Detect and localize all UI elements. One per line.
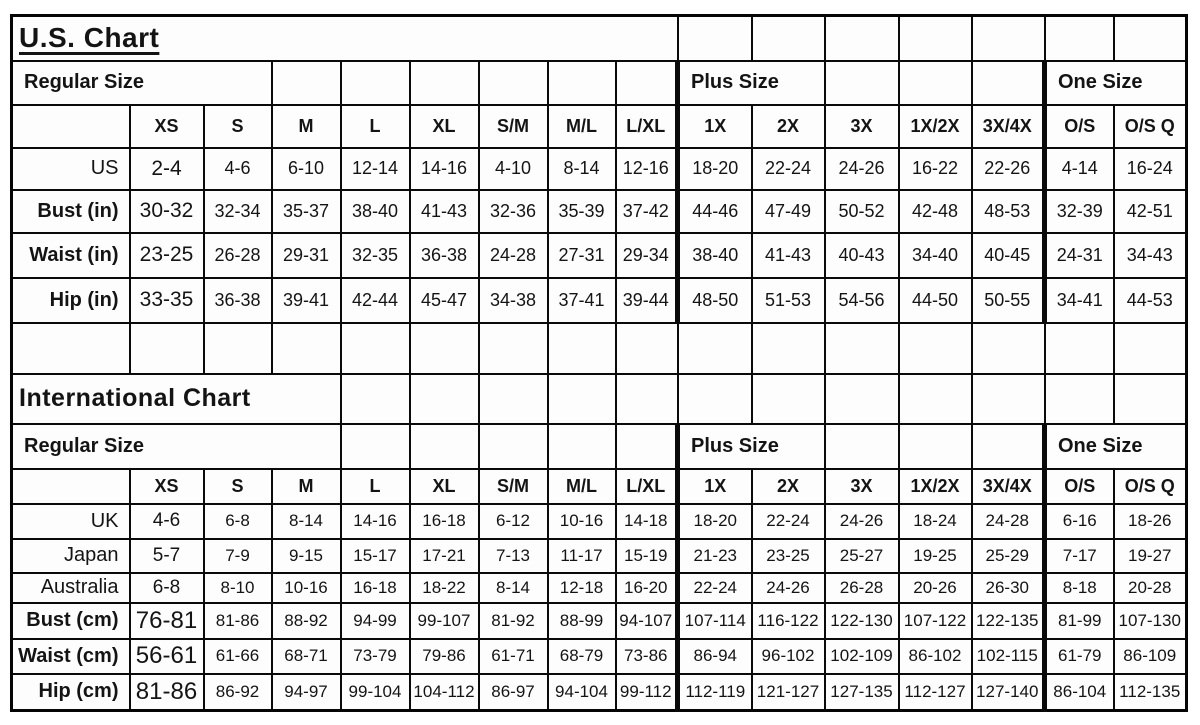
table-row xyxy=(12,374,1187,424)
cell-international-bust-cm-s: 81-86 xyxy=(204,603,272,639)
cell-us-bust-in-m: 35-37 xyxy=(272,190,341,233)
cell-us-us-3x: 24-26 xyxy=(825,148,899,190)
cell-us-waist-in-1x-2x: 34-40 xyxy=(899,233,972,278)
international-row-label-uk: UK xyxy=(12,504,130,539)
cell-us-waist-in-2x: 41-43 xyxy=(752,233,825,278)
cell-us-hip-in-1x: 48-50 xyxy=(678,278,752,323)
cell-us-bust-in-xs: 30-32 xyxy=(130,190,204,233)
table-row xyxy=(12,16,1187,61)
cell-international-australia-l-xl: 16-20 xyxy=(616,573,678,603)
cell-international-japan-2x: 23-25 xyxy=(752,539,825,573)
cell-us-waist-in-m-l: 27-31 xyxy=(548,233,616,278)
empty-cell xyxy=(616,61,678,105)
empty-cell xyxy=(341,424,410,469)
cell-international-australia-m-l: 12-18 xyxy=(548,573,616,603)
cell-international-japan-1x: 21-23 xyxy=(678,539,752,573)
empty-cell xyxy=(479,424,548,469)
table-row xyxy=(12,61,1187,105)
us-size-header-corner xyxy=(12,105,130,148)
empty-cell xyxy=(479,323,548,374)
cell-us-hip-in-m-l: 37-41 xyxy=(548,278,616,323)
cell-international-australia-xl: 18-22 xyxy=(410,573,479,603)
international-chart-title: International Chart xyxy=(12,374,341,424)
cell-international-japan-xs: 5-7 xyxy=(130,539,204,573)
us-size-header-s-m: S/M xyxy=(479,105,548,148)
cell-international-australia-l: 16-18 xyxy=(341,573,410,603)
empty-cell xyxy=(825,16,899,61)
cell-international-bust-cm-o-s: 81-99 xyxy=(1045,603,1114,639)
cell-international-australia-1x-2x: 20-26 xyxy=(899,573,972,603)
cell-international-uk-1x: 18-20 xyxy=(678,504,752,539)
empty-cell xyxy=(130,323,204,374)
cell-international-waist-cm-m-l: 68-79 xyxy=(548,639,616,674)
empty-cell xyxy=(616,424,678,469)
empty-cell xyxy=(616,374,678,424)
cell-us-us-xs: 2-4 xyxy=(130,148,204,190)
cell-us-waist-in-3x: 40-43 xyxy=(825,233,899,278)
empty-cell xyxy=(825,424,899,469)
cell-international-japan-3x-4x: 25-29 xyxy=(972,539,1045,573)
cell-international-australia-o-s: 8-18 xyxy=(1045,573,1114,603)
cell-international-uk-o-s: 6-16 xyxy=(1045,504,1114,539)
empty-cell xyxy=(341,374,410,424)
cell-international-bust-cm-1x: 107-114 xyxy=(678,603,752,639)
cell-us-us-xl: 14-16 xyxy=(410,148,479,190)
empty-cell xyxy=(1045,374,1114,424)
cell-international-hip-cm-o-s: 86-104 xyxy=(1045,674,1114,711)
cell-us-hip-in-1x-2x: 44-50 xyxy=(899,278,972,323)
empty-cell xyxy=(972,424,1045,469)
cell-us-us-m-l: 8-14 xyxy=(548,148,616,190)
empty-cell xyxy=(899,16,972,61)
cell-international-uk-l-xl: 14-18 xyxy=(616,504,678,539)
cell-international-australia-s-m: 8-14 xyxy=(479,573,548,603)
cell-international-waist-cm-s: 61-66 xyxy=(204,639,272,674)
cell-us-us-2x: 22-24 xyxy=(752,148,825,190)
empty-cell xyxy=(972,61,1045,105)
cell-international-waist-cm-o-s-q: 86-109 xyxy=(1114,639,1187,674)
cell-international-japan-o-s: 7-17 xyxy=(1045,539,1114,573)
empty-cell xyxy=(899,61,972,105)
cell-international-australia-3x: 26-28 xyxy=(825,573,899,603)
cell-us-bust-in-l-xl: 37-42 xyxy=(616,190,678,233)
us-one-size-header: One Size xyxy=(1045,61,1187,105)
cell-us-bust-in-1x-2x: 42-48 xyxy=(899,190,972,233)
empty-cell xyxy=(678,323,752,374)
international-size-header-3x: 3X xyxy=(825,469,899,504)
cell-international-bust-cm-l: 94-99 xyxy=(341,603,410,639)
empty-cell xyxy=(752,16,825,61)
international-row-label-australia: Australia xyxy=(12,573,130,603)
empty-cell xyxy=(341,61,410,105)
us-size-header-xl: XL xyxy=(410,105,479,148)
international-size-header-s: S xyxy=(204,469,272,504)
us-row-label-waist-in: Waist (in) xyxy=(12,233,130,278)
cell-international-australia-xs: 6-8 xyxy=(130,573,204,603)
cell-us-hip-in-s: 36-38 xyxy=(204,278,272,323)
cell-us-hip-in-o-s: 34-41 xyxy=(1045,278,1114,323)
cell-us-hip-in-2x: 51-53 xyxy=(752,278,825,323)
cell-international-japan-m: 9-15 xyxy=(272,539,341,573)
empty-cell xyxy=(204,323,272,374)
us-size-header-m-l: M/L xyxy=(548,105,616,148)
cell-international-japan-xl: 17-21 xyxy=(410,539,479,573)
cell-international-bust-cm-1x-2x: 107-122 xyxy=(899,603,972,639)
cell-international-japan-1x-2x: 19-25 xyxy=(899,539,972,573)
cell-us-hip-in-s-m: 34-38 xyxy=(479,278,548,323)
cell-international-waist-cm-1x-2x: 86-102 xyxy=(899,639,972,674)
cell-international-japan-s-m: 7-13 xyxy=(479,539,548,573)
cell-international-australia-1x: 22-24 xyxy=(678,573,752,603)
empty-cell xyxy=(479,374,548,424)
empty-cell xyxy=(548,61,616,105)
empty-cell xyxy=(1045,16,1114,61)
us-row-label-us: US xyxy=(12,148,130,190)
cell-international-japan-3x: 25-27 xyxy=(825,539,899,573)
cell-us-bust-in-2x: 47-49 xyxy=(752,190,825,233)
table-row xyxy=(12,105,1187,148)
cell-us-bust-in-o-s-q: 42-51 xyxy=(1114,190,1187,233)
international-size-header-corner xyxy=(12,469,130,504)
cell-us-waist-in-xl: 36-38 xyxy=(410,233,479,278)
us-plus-size-header: Plus Size xyxy=(678,61,825,105)
cell-international-bust-cm-l-xl: 94-107 xyxy=(616,603,678,639)
empty-cell xyxy=(972,323,1045,374)
cell-international-hip-cm-s-m: 86-97 xyxy=(479,674,548,711)
empty-cell xyxy=(272,323,341,374)
cell-international-waist-cm-1x: 86-94 xyxy=(678,639,752,674)
cell-international-waist-cm-3x: 102-109 xyxy=(825,639,899,674)
empty-cell xyxy=(1114,374,1187,424)
us-row-label-bust-in: Bust (in) xyxy=(12,190,130,233)
table-row xyxy=(12,233,1187,278)
cell-international-hip-cm-l-xl: 99-112 xyxy=(616,674,678,711)
international-row-label-waist-cm: Waist (cm) xyxy=(12,639,130,674)
cell-us-bust-in-xl: 41-43 xyxy=(410,190,479,233)
cell-international-australia-s: 8-10 xyxy=(204,573,272,603)
cell-international-japan-l: 15-17 xyxy=(341,539,410,573)
empty-cell xyxy=(1114,16,1187,61)
cell-international-hip-cm-s: 86-92 xyxy=(204,674,272,711)
us-size-header-3x: 3X xyxy=(825,105,899,148)
cell-international-uk-s: 6-8 xyxy=(204,504,272,539)
table-row xyxy=(12,639,1187,674)
cell-international-hip-cm-xs: 81-86 xyxy=(130,674,204,711)
cell-international-japan-s: 7-9 xyxy=(204,539,272,573)
cell-us-us-1x: 18-20 xyxy=(678,148,752,190)
table-row xyxy=(12,148,1187,190)
us-size-header-l-xl: L/XL xyxy=(616,105,678,148)
table-row xyxy=(12,278,1187,323)
cell-international-bust-cm-o-s-q: 107-130 xyxy=(1114,603,1187,639)
cell-international-uk-m: 8-14 xyxy=(272,504,341,539)
table-row xyxy=(12,603,1187,639)
empty-cell xyxy=(825,374,899,424)
empty-cell xyxy=(825,323,899,374)
empty-cell xyxy=(616,323,678,374)
empty-cell xyxy=(972,374,1045,424)
cell-us-hip-in-xl: 45-47 xyxy=(410,278,479,323)
cell-international-hip-cm-m: 94-97 xyxy=(272,674,341,711)
cell-us-waist-in-3x-4x: 40-45 xyxy=(972,233,1045,278)
cell-us-bust-in-s-m: 32-36 xyxy=(479,190,548,233)
international-size-header-l-xl: L/XL xyxy=(616,469,678,504)
empty-cell xyxy=(548,374,616,424)
cell-international-japan-o-s-q: 19-27 xyxy=(1114,539,1187,573)
size-chart-table xyxy=(10,14,1188,712)
table-row xyxy=(12,674,1187,711)
cell-international-bust-cm-xl: 99-107 xyxy=(410,603,479,639)
cell-us-us-l: 12-14 xyxy=(341,148,410,190)
international-size-header-xs: XS xyxy=(130,469,204,504)
international-regular-size-header: Regular Size xyxy=(12,424,341,469)
cell-us-waist-in-1x: 38-40 xyxy=(678,233,752,278)
cell-international-bust-cm-s-m: 81-92 xyxy=(479,603,548,639)
us-size-header-o-s-q: O/S Q xyxy=(1114,105,1187,148)
cell-international-waist-cm-l: 73-79 xyxy=(341,639,410,674)
cell-international-waist-cm-3x-4x: 102-115 xyxy=(972,639,1045,674)
cell-international-bust-cm-3x: 122-130 xyxy=(825,603,899,639)
empty-cell xyxy=(410,374,479,424)
cell-international-bust-cm-xs: 76-81 xyxy=(130,603,204,639)
cell-us-waist-in-l-xl: 29-34 xyxy=(616,233,678,278)
empty-cell xyxy=(410,424,479,469)
cell-international-bust-cm-m-l: 88-99 xyxy=(548,603,616,639)
cell-international-bust-cm-m: 88-92 xyxy=(272,603,341,639)
cell-international-uk-xl: 16-18 xyxy=(410,504,479,539)
empty-cell xyxy=(1045,323,1114,374)
cell-international-waist-cm-2x: 96-102 xyxy=(752,639,825,674)
international-size-header-m-l: M/L xyxy=(548,469,616,504)
cell-international-waist-cm-o-s: 61-79 xyxy=(1045,639,1114,674)
cell-international-uk-3x: 24-26 xyxy=(825,504,899,539)
international-row-label-bust-cm: Bust (cm) xyxy=(12,603,130,639)
empty-cell xyxy=(752,374,825,424)
cell-international-uk-l: 14-16 xyxy=(341,504,410,539)
table-row xyxy=(12,190,1187,233)
cell-us-waist-in-s-m: 24-28 xyxy=(479,233,548,278)
empty-cell xyxy=(548,323,616,374)
cell-us-bust-in-o-s: 32-39 xyxy=(1045,190,1114,233)
international-size-header-1x: 1X xyxy=(678,469,752,504)
empty-cell xyxy=(899,323,972,374)
cell-international-hip-cm-m-l: 94-104 xyxy=(548,674,616,711)
us-size-header-1x: 1X xyxy=(678,105,752,148)
cell-us-us-o-s-q: 16-24 xyxy=(1114,148,1187,190)
cell-international-hip-cm-xl: 104-112 xyxy=(410,674,479,711)
cell-international-hip-cm-3x-4x: 127-140 xyxy=(972,674,1045,711)
us-size-header-l: L xyxy=(341,105,410,148)
cell-international-bust-cm-2x: 116-122 xyxy=(752,603,825,639)
cell-international-uk-o-s-q: 18-26 xyxy=(1114,504,1187,539)
cell-international-uk-2x: 22-24 xyxy=(752,504,825,539)
empty-cell xyxy=(678,374,752,424)
table-row xyxy=(12,469,1187,504)
cell-international-hip-cm-1x-2x: 112-127 xyxy=(899,674,972,711)
u-s-chart-title: U.S. Chart xyxy=(12,16,678,61)
cell-us-waist-in-s: 26-28 xyxy=(204,233,272,278)
international-size-header-1x-2x: 1X/2X xyxy=(899,469,972,504)
us-size-header-1x-2x: 1X/2X xyxy=(899,105,972,148)
cell-international-uk-1x-2x: 18-24 xyxy=(899,504,972,539)
empty-cell xyxy=(1114,323,1187,374)
international-size-header-3x-4x: 3X/4X xyxy=(972,469,1045,504)
cell-international-uk-m-l: 10-16 xyxy=(548,504,616,539)
cell-us-waist-in-l: 32-35 xyxy=(341,233,410,278)
international-plus-size-header: Plus Size xyxy=(678,424,825,469)
empty-cell xyxy=(479,61,548,105)
table-row xyxy=(12,573,1187,603)
cell-international-hip-cm-1x: 112-119 xyxy=(678,674,752,711)
cell-us-us-l-xl: 12-16 xyxy=(616,148,678,190)
cell-us-bust-in-m-l: 35-39 xyxy=(548,190,616,233)
cell-us-bust-in-s: 32-34 xyxy=(204,190,272,233)
us-size-header-m: M xyxy=(272,105,341,148)
cell-international-hip-cm-3x: 127-135 xyxy=(825,674,899,711)
empty-cell xyxy=(548,424,616,469)
cell-us-us-3x-4x: 22-26 xyxy=(972,148,1045,190)
cell-international-hip-cm-o-s-q: 112-135 xyxy=(1114,674,1187,711)
cell-us-bust-in-l: 38-40 xyxy=(341,190,410,233)
cell-us-waist-in-m: 29-31 xyxy=(272,233,341,278)
empty-cell xyxy=(899,374,972,424)
empty-cell xyxy=(825,61,899,105)
cell-us-hip-in-o-s-q: 44-53 xyxy=(1114,278,1187,323)
cell-international-japan-l-xl: 15-19 xyxy=(616,539,678,573)
cell-us-us-s-m: 4-10 xyxy=(479,148,548,190)
empty-cell xyxy=(410,323,479,374)
international-size-header-s-m: S/M xyxy=(479,469,548,504)
us-size-header-s: S xyxy=(204,105,272,148)
cell-us-us-s: 4-6 xyxy=(204,148,272,190)
empty-cell xyxy=(272,61,341,105)
cell-international-waist-cm-xs: 56-61 xyxy=(130,639,204,674)
cell-us-bust-in-3x: 50-52 xyxy=(825,190,899,233)
international-one-size-header: One Size xyxy=(1045,424,1187,469)
us-size-header-3x-4x: 3X/4X xyxy=(972,105,1045,148)
international-size-header-m: M xyxy=(272,469,341,504)
cell-us-waist-in-o-s-q: 34-43 xyxy=(1114,233,1187,278)
cell-international-uk-3x-4x: 24-28 xyxy=(972,504,1045,539)
cell-international-australia-3x-4x: 26-30 xyxy=(972,573,1045,603)
cell-us-hip-in-xs: 33-35 xyxy=(130,278,204,323)
cell-us-bust-in-3x-4x: 48-53 xyxy=(972,190,1045,233)
cell-us-hip-in-l: 42-44 xyxy=(341,278,410,323)
international-size-header-o-s: O/S xyxy=(1045,469,1114,504)
empty-cell xyxy=(12,323,130,374)
cell-us-bust-in-1x: 44-46 xyxy=(678,190,752,233)
cell-us-hip-in-m: 39-41 xyxy=(272,278,341,323)
cell-international-japan-m-l: 11-17 xyxy=(548,539,616,573)
cell-international-australia-2x: 24-26 xyxy=(752,573,825,603)
cell-us-hip-in-3x-4x: 50-55 xyxy=(972,278,1045,323)
us-regular-size-header: Regular Size xyxy=(12,61,272,105)
us-row-label-hip-in: Hip (in) xyxy=(12,278,130,323)
cell-international-waist-cm-m: 68-71 xyxy=(272,639,341,674)
cell-international-waist-cm-l-xl: 73-86 xyxy=(616,639,678,674)
international-size-header-2x: 2X xyxy=(752,469,825,504)
cell-us-hip-in-l-xl: 39-44 xyxy=(616,278,678,323)
cell-international-australia-m: 10-16 xyxy=(272,573,341,603)
cell-us-hip-in-3x: 54-56 xyxy=(825,278,899,323)
international-row-label-japan: Japan xyxy=(12,539,130,573)
cell-international-uk-s-m: 6-12 xyxy=(479,504,548,539)
table-row xyxy=(12,539,1187,573)
empty-cell xyxy=(899,424,972,469)
us-size-header-o-s: O/S xyxy=(1045,105,1114,148)
empty-cell xyxy=(341,323,410,374)
empty-cell xyxy=(752,323,825,374)
empty-cell xyxy=(972,16,1045,61)
cell-us-waist-in-xs: 23-25 xyxy=(130,233,204,278)
cell-us-us-1x-2x: 16-22 xyxy=(899,148,972,190)
international-row-label-hip-cm: Hip (cm) xyxy=(12,674,130,711)
table-row xyxy=(12,323,1187,374)
table-row xyxy=(12,424,1187,469)
cell-international-australia-o-s-q: 20-28 xyxy=(1114,573,1187,603)
international-size-header-l: L xyxy=(341,469,410,504)
size-chart xyxy=(10,14,1188,712)
cell-us-us-m: 6-10 xyxy=(272,148,341,190)
empty-cell xyxy=(410,61,479,105)
us-size-header-xs: XS xyxy=(130,105,204,148)
cell-international-bust-cm-3x-4x: 122-135 xyxy=(972,603,1045,639)
table-row xyxy=(12,504,1187,539)
international-size-header-xl: XL xyxy=(410,469,479,504)
cell-international-waist-cm-s-m: 61-71 xyxy=(479,639,548,674)
cell-international-hip-cm-2x: 121-127 xyxy=(752,674,825,711)
cell-international-uk-xs: 4-6 xyxy=(130,504,204,539)
cell-international-hip-cm-l: 99-104 xyxy=(341,674,410,711)
us-size-header-2x: 2X xyxy=(752,105,825,148)
international-size-header-o-s-q: O/S Q xyxy=(1114,469,1187,504)
cell-international-waist-cm-xl: 79-86 xyxy=(410,639,479,674)
cell-us-us-o-s: 4-14 xyxy=(1045,148,1114,190)
empty-cell xyxy=(678,16,752,61)
cell-us-waist-in-o-s: 24-31 xyxy=(1045,233,1114,278)
